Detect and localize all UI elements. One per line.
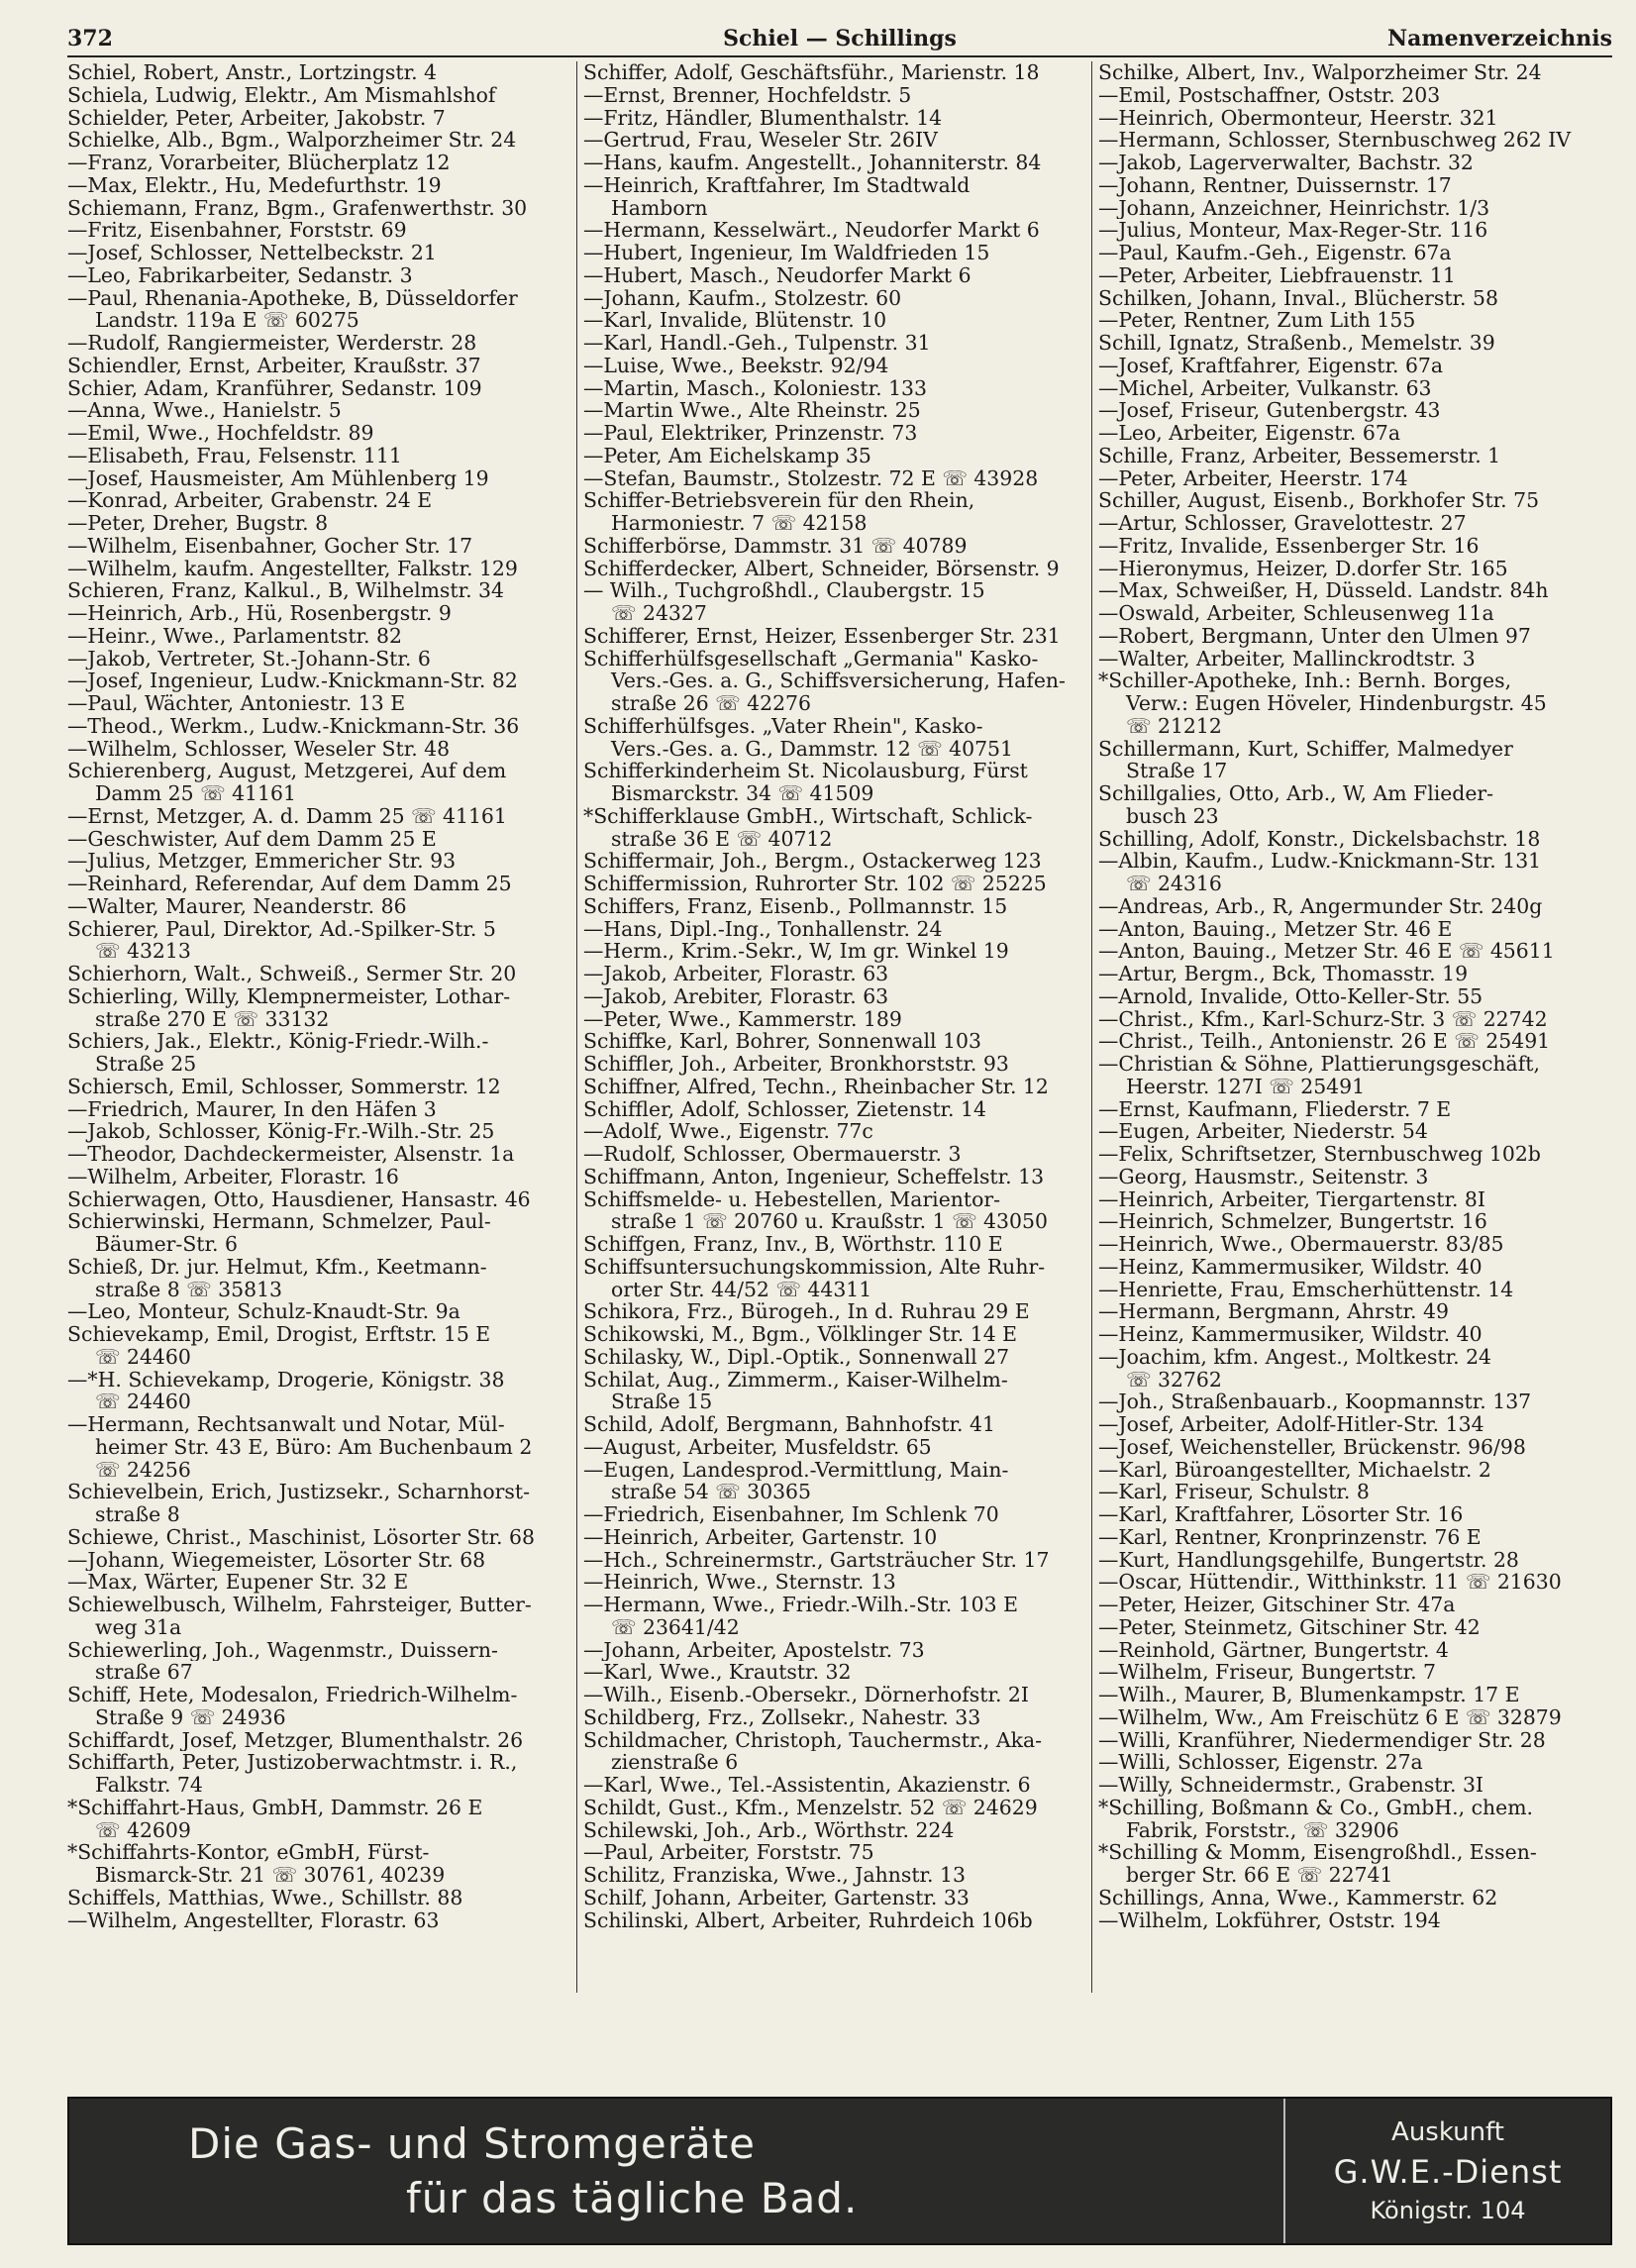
directory-entry-line: Schilling, Adolf, Konstr., Dickelsbachstr. 18	[1098, 827, 1541, 851]
directory-entry-line: —Joh., Straßenbauarb., Koopmannstr. 137	[1098, 1391, 1532, 1413]
directory-entry-line: Schiller, August, Eisenb., Borkhofer Str. 75	[1098, 489, 1540, 512]
directory-entry-line: Straße 25	[95, 1053, 197, 1076]
directory-entry-line: —Karl, Handl.-Geh., Tulpenstr. 31	[583, 332, 931, 355]
directory-entry-line: —Christian & Söhne, Plattierungsgeschäft,	[1098, 1053, 1540, 1076]
directory-entry-line: —Arnold, Invalide, Otto-Keller-Str. 55	[1098, 984, 1483, 1008]
directory-entry-line: Schikowski, M., Bgm., Völklinger Str. 14 E	[583, 1323, 1018, 1346]
directory-entry-line: Schievelbein, Erich, Justizsekr., Scharnhorst-	[67, 1481, 530, 1503]
directory-entry-line: Schiffermair, Joh., Bergm., Ostackerweg 123	[583, 850, 1042, 873]
directory-entry-line: —Heinrich, Arb., Hü, Rosenbergstr. 9	[67, 602, 452, 625]
directory-entry-line: —Artur, Schlosser, Gravelottestr. 27	[1098, 512, 1467, 535]
directory-entry-line: —Felix, Schriftsetzer, Sternbuschweg 102b	[1098, 1143, 1541, 1166]
directory-entry-line: Schiersch, Emil, Schlosser, Sommerstr. 12	[67, 1075, 501, 1098]
directory-entry-line: —Josef, Kraftfahrer, Eigenstr. 67a	[1098, 354, 1444, 377]
directory-entry-line: —Johann, Anzeichner, Heinrichstr. 1/3	[1098, 196, 1490, 220]
directory-entry-line: —Hermann, Wwe., Friedr.-Wilh.-Str. 103 E	[583, 1594, 1018, 1616]
directory-entry-line: Schifferer, Ernst, Heizer, Essenberger Str. 231	[583, 624, 1061, 648]
directory-entry-line: —Heinr., Wwe., Parlamentstr. 82	[67, 624, 402, 648]
directory-entry-line: —Karl, Kraftfahrer, Lösorter Str. 16	[1098, 1503, 1464, 1526]
directory-entry-line: —Leo, Arbeiter, Eigenstr. 67a	[1098, 422, 1400, 445]
directory-entry-line: Vers.-Ges. a. G., Schiffsversicherung, Hafen-	[611, 670, 1066, 692]
directory-entry-line: —Peter, Steinmetz, Gitschiner Str. 42	[1098, 1615, 1481, 1639]
directory-entry-line: ☏ 24327	[611, 602, 707, 625]
ad-info-name: G.W.E.-Dienst	[1333, 2153, 1563, 2191]
directory-entry-line: —Wilh., Eisenb.-Obersekr., Dörnerhofstr. 2I	[583, 1684, 1029, 1706]
directory-entry-line: —Peter, Wwe., Kammerstr. 189	[583, 1007, 902, 1031]
page-header	[67, 22, 1612, 57]
directory-entry-line: —Wilh., Maurer, B, Blumenkampstr. 17 E	[1098, 1684, 1520, 1706]
directory-entry-line: —Paul, Elektriker, Prinzenstr. 73	[583, 422, 918, 445]
directory-entry-line: ☏ 24460	[95, 1391, 191, 1413]
directory-entry-line: —Reinhold, Gärtner, Bungertstr. 4	[1098, 1638, 1449, 1662]
directory-entry-line: Schiffler, Joh., Arbeiter, Bronkhorststr. 93	[583, 1053, 1009, 1076]
directory-entry-line: —Franz, Vorarbeiter, Blücherplatz 12	[67, 152, 451, 174]
directory-entry-line: —Hans, kaufm. Angestellt., Johanniterstr. 84	[583, 152, 1042, 174]
directory-entry-line: Schiffsmelde- u. Hebestellen, Marientor-	[583, 1187, 1001, 1211]
directory-entry-line: —Walter, Arbeiter, Mallinckrodtstr. 3	[1098, 647, 1476, 670]
directory-entry-line: ☏ 42609	[95, 1818, 191, 1842]
directory-entry-line: —Kurt, Handlungsgehilfe, Bungertstr. 28	[1098, 1548, 1519, 1572]
directory-entry-line: —Anton, Bauing., Metzer Str. 46 E	[1098, 917, 1453, 941]
ad-info-address: Königstr. 104	[1370, 2197, 1526, 2224]
directory-entry-line: —Wilhelm, Eisenbahner, Gocher Str. 17	[67, 534, 473, 558]
directory-entry-line: —Josef, Hausmeister, Am Mühlenberg 19	[67, 466, 489, 490]
directory-entry-line: straße 26 ☏ 42276	[611, 692, 812, 715]
directory-entry-line: straße 36 E ☏ 40712	[611, 827, 833, 851]
directory-entry-line: Fabrik, Forststr., ☏ 32906	[1126, 1818, 1399, 1842]
directory-entry-line: —Joachim, kfm. Angest., Moltkestr. 24	[1098, 1345, 1492, 1369]
directory-entry-line: —Karl, Friseur, Schulstr. 8	[1098, 1481, 1370, 1503]
directory-entry-line: —Max, Schweißer, H, Düsseld. Landstr. 84h	[1098, 579, 1549, 602]
directory-entry-line: —Gertrud, Frau, Weseler Str. 26IV	[583, 129, 938, 152]
directory-entry-line: Schilewski, Joh., Arb., Wörthstr. 224	[583, 1818, 955, 1842]
directory-entry-line: Straße 15	[611, 1391, 713, 1413]
directory-entry-line: *Schiller-Apotheke, Inh.: Bernh. Borges,	[1098, 670, 1512, 692]
directory-entry-line: —Fritz, Eisenbahner, Forststr. 69	[67, 219, 407, 242]
directory-entry-line: —Hubert, Ingenieur, Im Waldfrieden 15	[583, 242, 990, 264]
directory-entry-line: —Wilhelm, kaufm. Angestellter, Falkstr. 129	[67, 557, 518, 580]
directory-entry-line: —Christ., Kfm., Karl-Schurz-Str. 3 ☏ 22742	[1098, 1007, 1548, 1031]
directory-entry-line: Schiewelbusch, Wilhelm, Fahrsteiger, Butter-	[67, 1594, 532, 1616]
directory-entry-line: Schilitz, Franziska, Wwe., Jahnstr. 13	[583, 1864, 966, 1887]
directory-entry-line: —Martin Wwe., Alte Rheinstr. 25	[583, 399, 921, 422]
directory-entry-line: —Fritz, Händler, Blumenthalstr. 14	[583, 106, 943, 130]
directory-entry-line: Schiffer, Adolf, Geschäftsführ., Marienstr. 18	[583, 61, 1040, 84]
directory-entry-line: —Luise, Wwe., Beekstr. 92/94	[583, 354, 889, 377]
directory-entry-line: Schierwinski, Hermann, Schmelzer, Paul-	[67, 1210, 491, 1233]
ad-slogan-line-2: für das tägliche Bad.	[406, 2174, 859, 2222]
directory-entry-line: Schieß, Dr. jur. Helmut, Kfm., Keetmann-	[67, 1255, 487, 1279]
directory-entry-line: ☏ 21212	[1126, 714, 1222, 738]
directory-entry-line: ☏ 43213	[95, 940, 191, 963]
directory-entry-line: Schiffgen, Franz, Inv., B, Wörthstr. 110 E	[583, 1233, 1003, 1256]
directory-entry-line: heimer Str. 43 E, Büro: Am Buchenbaum 2	[95, 1435, 533, 1459]
directory-entry-line: Schierwagen, Otto, Hausdiener, Hansastr. 46	[67, 1187, 531, 1211]
directory-entry-line: —Eugen, Arbeiter, Niederstr. 54	[1098, 1120, 1428, 1143]
directory-entry-line: —Heinrich, Arbeiter, Gartenstr. 10	[583, 1525, 938, 1549]
section-title: Namenverzeichnis	[1387, 26, 1612, 52]
directory-entry-line: —Adolf, Wwe., Eigenstr. 77c	[583, 1120, 873, 1143]
directory-entry-line: —Georg, Hausmstr., Seitenstr. 3	[1098, 1165, 1429, 1188]
directory-entry-line: —Jakob, Lagerverwalter, Bachstr. 32	[1098, 152, 1474, 174]
directory-entry-line: Schiendler, Ernst, Arbeiter, Kraußstr. 37	[67, 354, 481, 377]
directory-entry-line: —Wilhelm, Friseur, Bungertstr. 7	[1098, 1661, 1437, 1684]
directory-entry-line: Schielder, Peter, Arbeiter, Jakobstr. 7	[67, 106, 446, 130]
directory-entry-line: Damm 25 ☏ 41161	[95, 782, 296, 805]
directory-entry-line: Schiffarth, Peter, Justizoberwachtmstr. i. R.,	[67, 1751, 518, 1774]
directory-entry-line: —Karl, Wwe., Krautstr. 32	[583, 1661, 852, 1684]
directory-entry-line: —Heinrich, Wwe., Sternstr. 13	[583, 1571, 896, 1594]
directory-entry-line: —Heinrich, Schmelzer, Bungertstr. 16	[1098, 1210, 1487, 1233]
directory-entry-line: Schieren, Franz, Kalkul., B, Wilhelmstr. 34	[67, 579, 504, 602]
directory-entry-line: Schiffke, Karl, Bohrer, Sonnenwall 103	[583, 1030, 981, 1053]
directory-entry-line: Schievekamp, Emil, Drogist, Erftstr. 15 E	[67, 1323, 491, 1346]
directory-entry-line: Schiers, Jak., Elektr., König-Friedr.-Wilh.-	[67, 1030, 489, 1053]
directory-entry-line: —Jakob, Arbeiter, Florastr. 63	[583, 963, 889, 985]
directory-entry-line: —Heinrich, Obermonteur, Heerstr. 321	[1098, 106, 1498, 130]
directory-entry-line: —Robert, Bergmann, Unter den Ulmen 97	[1098, 624, 1531, 648]
directory-entry-line: —Hans, Dipl.-Ing., Tonhallenstr. 24	[583, 917, 943, 941]
directory-entry-line: Schilf, Johann, Arbeiter, Gartenstr. 33	[583, 1886, 970, 1909]
directory-entry-line: Schill, Ignatz, Straßenb., Memelstr. 39	[1098, 332, 1495, 355]
directory-entry-line: —Josef, Weichensteller, Brückenstr. 96/98	[1098, 1435, 1526, 1459]
directory-entry-line: Schildmacher, Christoph, Tauchermstr., Aka-	[583, 1728, 1043, 1752]
directory-entry-line: Verw.: Eugen Höveler, Hindenburgstr. 45	[1126, 692, 1547, 715]
directory-entry-line: zienstraße 6	[611, 1751, 739, 1774]
directory-entry-line: —Friedrich, Maurer, In den Häfen 3	[67, 1097, 437, 1121]
column-3	[1091, 61, 1612, 1993]
entry-columns	[67, 61, 1612, 1993]
directory-entry-line: Straße 9 ☏ 24936	[95, 1705, 286, 1729]
directory-entry-line: —Josef, Ingenieur, Ludw.-Knickmann-Str. 82	[67, 670, 518, 692]
directory-entry-line: —Julius, Monteur, Max-Reger-Str. 116	[1098, 219, 1488, 242]
directory-entry-line: Schielke, Alb., Bgm., Walporzheimer Str. 24	[67, 129, 517, 152]
directory-entry-line: ☏ 24460	[95, 1345, 191, 1369]
directory-entry-line: Schilasky, W., Dipl.-Optik., Sonnenwall 27	[583, 1345, 1010, 1369]
directory-entry-line: *Schiffahrt-Haus, GmbH, Dammstr. 26 E	[67, 1796, 483, 1819]
directory-entry-line: Schiffsuntersuchungskommission, Alte Ruhr-	[583, 1255, 1046, 1279]
directory-entry-line: —Wilhelm, Lokführer, Oststr. 194	[1098, 1908, 1441, 1932]
directory-entry-line: Schildt, Gust., Kfm., Menzelstr. 52 ☏ 24629	[583, 1796, 1038, 1819]
page-number: 372	[67, 26, 113, 52]
directory-entry-line: —Emil, Postschaffner, Oststr. 203	[1098, 83, 1441, 107]
directory-entry-line: —Ernst, Brenner, Hochfeldstr. 5	[583, 83, 912, 107]
directory-entry-line: Schifferkinderheim St. Nicolausburg, Fürst	[583, 760, 1028, 782]
directory-entry-line: Schiewe, Christ., Maschinist, Lösorter Str. 68	[67, 1525, 535, 1549]
directory-entry-line: —Peter, Heizer, Gitschiner Str. 47a	[1098, 1594, 1456, 1616]
directory-entry-line: Schierling, Willy, Klempnermeister, Lothar-	[67, 984, 511, 1008]
directory-entry-line: Schifferdecker, Albert, Schneider, Börsenstr. 9	[583, 557, 1060, 580]
directory-entry-line: Bismarckstr. 34 ☏ 41509	[611, 782, 874, 805]
directory-entry-line: —Leo, Fabrikarbeiter, Sedanstr. 3	[67, 263, 413, 287]
directory-entry-line: —Michel, Arbeiter, Vulkanstr. 63	[1098, 376, 1432, 400]
directory-entry-line: — Wilh., Tuchgroßhdl., Claubergstr. 15	[583, 579, 985, 602]
directory-entry-line: Schillings, Anna, Wwe., Kammerstr. 62	[1098, 1886, 1498, 1909]
directory-entry-line: Schiemann, Franz, Bgm., Grafenwerthstr. 30	[67, 196, 528, 220]
directory-entry-line: —Josef, Arbeiter, Adolf-Hitler-Str. 134	[1098, 1413, 1484, 1436]
directory-entry-line: Straße 17	[1126, 760, 1228, 782]
directory-entry-line: —Wilhelm, Schlosser, Weseler Str. 48	[67, 737, 451, 761]
directory-entry-line: —Willy, Schneidermstr., Grabenstr. 3I	[1098, 1774, 1483, 1797]
directory-entry-line: —Paul, Rhenania-Apotheke, B, Düsseldorfer	[67, 286, 518, 310]
directory-entry-line: straße 1 ☏ 20760 u. Kraußstr. 1 ☏ 43050	[611, 1210, 1048, 1233]
directory-entry-line: —Emil, Wwe., Hochfeldstr. 89	[67, 422, 374, 445]
directory-entry-line: Hamborn	[611, 196, 708, 220]
directory-entry-line: ☏ 24256	[95, 1458, 191, 1482]
directory-entry-line: Schiffers, Franz, Eisenb., Pollmannstr. 15	[583, 894, 1008, 918]
directory-entry-line: —Julius, Metzger, Emmericher Str. 93	[67, 850, 457, 873]
directory-entry-line: Schifferhülfsges. „Vater Rhein", Kasko-	[583, 714, 983, 738]
directory-entry-line: straße 270 E ☏ 33132	[95, 1007, 330, 1031]
directory-entry-line: —Hermann, Schlosser, Sternbuschweg 262 IV	[1098, 129, 1572, 152]
directory-entry-line: Schierer, Paul, Direktor, Ad.-Spilker-Str. 5	[67, 917, 496, 941]
directory-entry-line: *Schilling & Momm, Eisengroßhdl., Essen-	[1098, 1841, 1537, 1864]
directory-entry-line: —Christ., Teilh., Antonienstr. 26 E ☏ 25491	[1098, 1030, 1551, 1053]
directory-entry-line: —Heinz, Kammermusiker, Wildstr. 40	[1098, 1323, 1483, 1346]
directory-entry-line: —Theodor, Dachdeckermeister, Alsenstr. 1a	[67, 1143, 515, 1166]
directory-entry-line: —Josef, Schlosser, Nettelbeckstr. 21	[67, 242, 437, 264]
directory-entry-line: —Martin, Masch., Koloniestr. 133	[583, 376, 928, 400]
directory-entry-line: Falkstr. 74	[95, 1774, 203, 1797]
directory-entry-line: —Fritz, Invalide, Essenberger Str. 16	[1098, 534, 1480, 558]
directory-entry-line: Schiffmann, Anton, Ingenieur, Scheffelstr. 13	[583, 1165, 1045, 1188]
directory-entry-line: —Theod., Werkm., Ludw.-Knickmann-Str. 36	[67, 714, 520, 738]
directory-entry-line: —Max, Elektr., Hu, Medefurthstr. 19	[67, 173, 442, 197]
directory-entry-line: —Leo, Monteur, Schulz-Knaudt-Str. 9a	[67, 1300, 460, 1323]
directory-entry-line: Schiffels, Matthias, Wwe., Schillstr. 88	[67, 1886, 463, 1909]
directory-entry-line: —Jakob, Vertreter, St.-Johann-Str. 6	[67, 647, 431, 670]
directory-entry-line: —Geschwister, Auf dem Damm 25 E	[67, 827, 437, 851]
directory-entry-line: —Jakob, Schlosser, König-Fr.-Wilh.-Str. 25	[67, 1120, 495, 1143]
directory-entry-line: Schilken, Johann, Inval., Blücherstr. 58	[1098, 286, 1498, 310]
directory-entry-line: —Anna, Wwe., Hanielstr. 5	[67, 399, 342, 422]
directory-entry-line: —Max, Wärter, Eupener Str. 32 E	[67, 1571, 409, 1594]
directory-entry-line: Schiel, Robert, Anstr., Lortzingstr. 4	[67, 61, 438, 84]
ad-info-box	[1283, 2099, 1610, 2243]
directory-entry-line: Schiffer-Betriebsverein für den Rhein,	[583, 489, 975, 512]
directory-entry-line: —Karl, Wwe., Tel.-Assistentin, Akazienstr. 6	[583, 1774, 1031, 1797]
advertisement-banner	[67, 2097, 1612, 2245]
ad-info-label: Auskunft	[1391, 2117, 1504, 2147]
directory-entry-line: Heerstr. 127I ☏ 25491	[1126, 1075, 1366, 1098]
directory-entry-line: ☏ 23641/42	[611, 1615, 740, 1639]
directory-entry-line: —*H. Schievekamp, Drogerie, Königstr. 38	[67, 1368, 505, 1392]
directory-entry-line: —Willi, Kranführer, Niedermendiger Str. 28	[1098, 1728, 1546, 1752]
directory-entry-line: —Johann, Kaufm., Stolzestr. 60	[583, 286, 902, 310]
directory-entry-line: *Schilling, Boßmann & Co., GmbH., chem.	[1098, 1796, 1534, 1819]
directory-entry-line: —Johann, Wiegemeister, Lösorter Str. 68	[67, 1548, 486, 1572]
directory-entry-line: —Hubert, Masch., Neudorfer Markt 6	[583, 263, 971, 287]
directory-entry-line: —Peter, Dreher, Bugstr. 8	[67, 512, 329, 535]
directory-entry-line: —Wilhelm, Arbeiter, Florastr. 16	[67, 1165, 399, 1188]
directory-entry-line: —Rudolf, Schlosser, Obermauerstr. 3	[583, 1143, 962, 1166]
directory-entry-line: Schierhorn, Walt., Schweiß., Sermer Str. 20	[67, 963, 517, 985]
directory-entry-line: —Henriette, Frau, Emscherhüttenstr. 14	[1098, 1278, 1514, 1301]
directory-entry-line: straße 67	[95, 1661, 193, 1684]
directory-entry-line: —Johann, Arbeiter, Apostelstr. 73	[583, 1638, 925, 1662]
directory-entry-line: Schillgalies, Otto, Arb., W, Am Flieder-	[1098, 782, 1494, 805]
directory-entry-line: Schilat, Aug., Zimmerm., Kaiser-Wilhelm-	[583, 1368, 1008, 1392]
directory-entry-line: —Wilhelm, Angestellter, Florastr. 63	[67, 1908, 440, 1932]
directory-entry-line: —Josef, Friseur, Gutenbergstr. 43	[1098, 399, 1441, 422]
directory-entry-line: —Peter, Arbeiter, Heerstr. 174	[1098, 466, 1408, 490]
directory-entry-line: Schiewerling, Joh., Wagenmstr., Duissern-	[67, 1638, 498, 1662]
directory-entry-line: —Oswald, Arbeiter, Schleusenweg 11a	[1098, 602, 1494, 625]
directory-entry-line: —Reinhard, Referendar, Auf dem Damm 25	[67, 873, 512, 895]
directory-entry-line: —Hermann, Kesselwärt., Neudorfer Markt 6	[583, 219, 1040, 242]
directory-entry-line: ☏ 24316	[1126, 873, 1222, 895]
directory-entry-line: Schikora, Frz., Bürogeh., In d. Ruhrau 29 E	[583, 1300, 1030, 1323]
directory-entry-line: —Friedrich, Eisenbahner, Im Schlenk 70	[583, 1503, 999, 1526]
directory-entry-line: —Herm., Krim.-Sekr., W, Im gr. Winkel 19	[583, 940, 1009, 963]
ad-slogan-line-1: Die Gas- und Stromgeräte	[188, 2119, 757, 2168]
directory-entry-line: —August, Arbeiter, Musfeldstr. 65	[583, 1435, 932, 1459]
directory-entry-line: —Willi, Schlosser, Eigenstr. 27a	[1098, 1751, 1423, 1774]
directory-entry-line: —Rudolf, Rangiermeister, Werderstr. 28	[67, 332, 477, 355]
directory-entry-line: Schillermann, Kurt, Schiffer, Malmedyer	[1098, 737, 1513, 761]
directory-entry-line: Schiffardt, Josef, Metzger, Blumenthalstr. 26	[67, 1728, 524, 1752]
directory-entry-line: —Heinz, Kammermusiker, Wildstr. 40	[1098, 1255, 1483, 1279]
directory-entry-line: —Jakob, Arebiter, Florastr. 63	[583, 984, 889, 1008]
directory-entry-line: —Paul, Arbeiter, Forststr. 75	[583, 1841, 874, 1864]
directory-entry-line: —Karl, Invalide, Blütenstr. 10	[583, 309, 887, 332]
directory-entry-line: weg 31a	[95, 1615, 182, 1639]
directory-entry-line: —Peter, Rentner, Zum Lith 155	[1098, 309, 1416, 332]
directory-entry-line: Schilke, Albert, Inv., Walporzheimer Str. 24	[1098, 61, 1542, 84]
directory-entry-line: —Hermann, Bergmann, Ahrstr. 49	[1098, 1300, 1449, 1323]
directory-entry-line: Schildberg, Frz., Zollsekr., Nahestr. 33	[583, 1705, 981, 1729]
directory-entry-line: Landstr. 119a E ☏ 60275	[95, 309, 359, 332]
directory-entry-line: —Ernst, Kaufmann, Fliederstr. 7 E	[1098, 1097, 1452, 1121]
directory-entry-line: —Anton, Bauing., Metzer Str. 46 E ☏ 45611	[1098, 940, 1555, 963]
directory-entry-line: Schilinski, Albert, Arbeiter, Ruhrdeich 106b	[583, 1908, 1033, 1932]
directory-entry-line: —Stefan, Baumstr., Stolzestr. 72 E ☏ 43928	[583, 466, 1039, 490]
directory-entry-line: —Wilhelm, Ww., Am Freischütz 6 E ☏ 32879	[1098, 1705, 1562, 1729]
directory-entry-line: Schifferbörse, Dammstr. 31 ☏ 40789	[583, 534, 968, 558]
directory-entry-line: Schiffermission, Ruhrorter Str. 102 ☏ 25225	[583, 873, 1047, 895]
directory-entry-line: Bäumer-Str. 6	[95, 1233, 238, 1256]
directory-entry-line: *Schifferklause GmbH., Wirtschaft, Schlick-	[583, 804, 1033, 828]
directory-entry-line: straße 8 ☏ 35813	[95, 1278, 283, 1301]
directory-entry-line: straße 54 ☏ 30365	[611, 1481, 812, 1503]
column-2	[576, 61, 1091, 1993]
directory-entry-line: —Peter, Arbeiter, Liebfrauenstr. 11	[1098, 263, 1456, 287]
directory-entry-line: Schiffler, Adolf, Schlosser, Zietenstr. 14	[583, 1097, 986, 1121]
directory-entry-line: Schifferhülfsgesellschaft „Germania" Kasko-	[583, 647, 1039, 670]
directory-entry-line: berger Str. 66 E ☏ 22741	[1126, 1864, 1393, 1887]
directory-entry-line: —Hieronymus, Heizer, D.dorfer Str. 165	[1098, 557, 1508, 580]
directory-entry-line: —Oscar, Hüttendir., Witthinkstr. 11 ☏ 21630	[1098, 1571, 1562, 1594]
directory-entry-line: —Karl, Büroangestellter, Michaelstr. 2	[1098, 1458, 1491, 1482]
directory-entry-line: —Elisabeth, Frau, Felsenstr. 111	[67, 444, 402, 467]
directory-page	[67, 22, 1612, 2250]
directory-entry-line: —Peter, Am Eichelskamp 35	[583, 444, 871, 467]
directory-entry-line: Harmoniestr. 7 ☏ 42158	[611, 512, 868, 535]
directory-entry-line: Schiffner, Alfred, Techn., Rheinbacher Str. 12	[583, 1075, 1049, 1098]
directory-entry-line: —Johann, Rentner, Duissernstr. 17	[1098, 173, 1452, 197]
directory-entry-line: —Eugen, Landesprod.-Vermittlung, Main-	[583, 1458, 1009, 1482]
directory-entry-line: Schiff, Hete, Modesalon, Friedrich-Wilhelm-	[67, 1684, 518, 1706]
directory-entry-line: —Hch., Schreinermstr., Gartsträucher Str. 17	[583, 1548, 1050, 1572]
directory-entry-line: —Heinrich, Arbeiter, Tiergartenstr. 8I	[1098, 1187, 1485, 1211]
directory-entry-line: Bismarck-Str. 21 ☏ 30761, 40239	[95, 1864, 446, 1887]
directory-entry-line: Vers.-Ges. a. G., Dammstr. 12 ☏ 40751	[611, 737, 1013, 761]
directory-entry-line: —Ernst, Metzger, A. d. Damm 25 ☏ 41161	[67, 804, 507, 828]
directory-entry-line: busch 23	[1126, 804, 1219, 828]
directory-entry-line: ☏ 32762	[1126, 1368, 1222, 1392]
directory-entry-line: —Walter, Maurer, Neanderstr. 86	[67, 894, 407, 918]
directory-entry-line: —Konrad, Arbeiter, Grabenstr. 24 E	[67, 489, 433, 512]
directory-entry-line: orter Str. 44/52 ☏ 44311	[611, 1278, 872, 1301]
directory-entry-line: Schierenberg, August, Metzgerei, Auf dem	[67, 760, 507, 782]
directory-entry-line: —Karl, Rentner, Kronprinzenstr. 76 E	[1098, 1525, 1482, 1549]
directory-entry-line: —Andreas, Arb., R, Angermunder Str. 240g	[1098, 894, 1543, 918]
directory-entry-line: Schille, Franz, Arbeiter, Bessemerstr. 1	[1098, 444, 1501, 467]
directory-entry-line: —Albin, Kaufm., Ludw.-Knickmann-Str. 131	[1098, 850, 1542, 873]
directory-entry-line: Schier, Adam, Kranführer, Sedanstr. 109	[67, 376, 482, 400]
ad-slogan	[69, 2099, 1283, 2243]
directory-entry-line: —Paul, Kaufm.-Geh., Eigenstr. 67a	[1098, 242, 1452, 264]
directory-entry-line: —Artur, Bergm., Bck, Thomasstr. 19	[1098, 963, 1469, 985]
directory-entry-line: —Paul, Wächter, Antoniestr. 13 E	[67, 692, 406, 715]
directory-entry-line: —Heinrich, Wwe., Obermauerstr. 83/85	[1098, 1233, 1504, 1256]
column-1	[67, 61, 576, 1993]
directory-entry-line: *Schiffahrts-Kontor, eGmbH, Fürst-	[67, 1841, 430, 1864]
directory-entry-line: —Hermann, Rechtsanwalt und Notar, Mül-	[67, 1413, 505, 1436]
name-range: Schiel — Schillings	[723, 26, 957, 52]
directory-entry-line: Schiela, Ludwig, Elektr., Am Mismahlshof	[67, 83, 496, 107]
directory-entry-line: straße 8	[95, 1503, 180, 1526]
directory-entry-line: Schild, Adolf, Bergmann, Bahnhofstr. 41	[583, 1413, 995, 1436]
directory-entry-line: —Heinrich, Kraftfahrer, Im Stadtwald	[583, 173, 971, 197]
